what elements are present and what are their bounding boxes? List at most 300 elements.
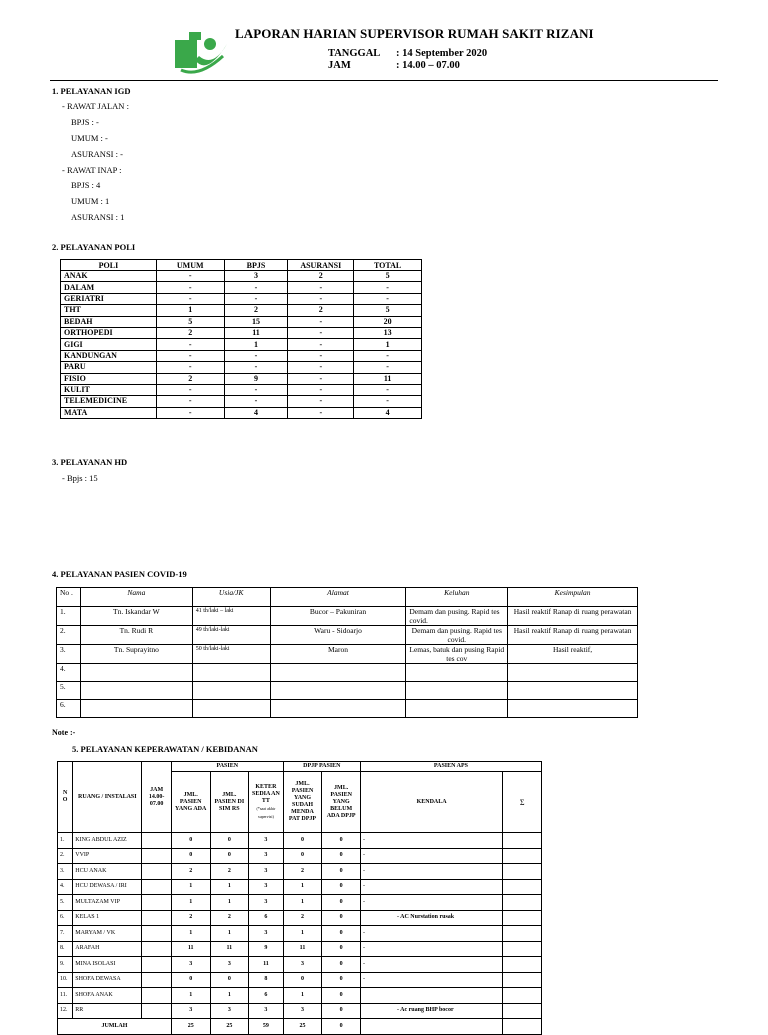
cell: 15 [224,316,288,327]
cell [142,879,171,895]
cell [142,1003,171,1019]
cell [503,848,542,864]
cell: 10. [58,972,73,988]
cell: Waru - Sidoarjo [270,626,406,645]
cell: KING ABDUL AZIZ [73,833,142,849]
cell [360,1019,502,1035]
table-row [58,988,542,1004]
table-row [57,700,638,718]
report-title: LAPORAN HARIAN SUPERVISOR RUMAH SAKIT RIZANI [235,26,594,41]
col-header: Keluhan [406,588,508,607]
cell: Hasil reaktif Ranap di ruang perawatan [508,626,638,645]
cell: - [156,293,224,304]
cell [503,833,542,849]
cell: - [224,293,288,304]
cell: 0 [322,848,361,864]
cell: 9. [58,957,73,973]
cell: 3 [249,864,284,880]
table-row [61,305,422,316]
cell: 8 [249,972,284,988]
cell: - [224,282,288,293]
cell: 1 [283,895,322,911]
table-row [58,972,542,988]
cell: - [288,339,354,350]
poli-name: DALAM [61,282,157,293]
col-header: No . [57,588,81,607]
cell [142,864,171,880]
cell: SHOFA ANAK [73,988,142,1004]
cell: - [288,362,354,373]
covid-note: Note :- [52,728,76,737]
cell [270,664,406,682]
total-label: JUMLAH [58,1019,172,1035]
col-header: Nama [80,588,192,607]
cell: HCU DEWASA / IRI [73,879,142,895]
cell: 3 [249,848,284,864]
jam-label: JAM [328,60,351,71]
hd-line: - Bpjs : 15 [62,473,98,483]
table-header-row [57,588,638,607]
cell: 0 [322,1019,361,1035]
group-header-dpjp: DPJP PASIEN [283,762,360,772]
igd-line: ASURANSI : - [71,149,123,159]
cell: 1 [210,895,249,911]
cell [270,682,406,700]
cell: - [156,407,224,418]
group-header-aps: PASIEN APS [360,762,541,772]
tanggal-row [328,48,487,59]
cell: Hasil reaktif, [508,645,638,664]
cell: HCU ANAK [73,864,142,880]
cell [270,700,406,718]
cell: 0 [322,988,361,1004]
hospital-logo [173,30,231,78]
cell: 11 [210,941,249,957]
table-row [61,293,422,304]
cell: - [288,316,354,327]
table-row [61,339,422,350]
cell [142,895,171,911]
cell: 2. [57,626,81,645]
cell: 4 [354,407,422,418]
cell: 7. [58,926,73,942]
cell: 0 [171,972,210,988]
poli-name: KULIT [61,384,157,395]
cell: 0 [322,941,361,957]
table-row [58,1003,542,1019]
cell [503,910,542,926]
igd-line: UMUM : - [71,133,108,143]
cell: 11 [249,957,284,973]
cell [192,664,270,682]
tanggal-value: : 14 September 2020 [396,48,488,59]
col-header: UMUM [156,260,224,271]
cell: 59 [249,1019,284,1035]
cell [80,664,192,682]
cell: 3 [249,926,284,942]
table-row [61,282,422,293]
col-header: ASURANSI [288,260,354,271]
section-poli-heading: 2. PELAYANAN POLI [52,242,136,252]
jam-value: : 14.00 – 07.00 [396,60,460,71]
col-header: Kesimpulan [508,588,638,607]
cell: 2 [224,305,288,316]
cell: 6 [249,988,284,1004]
table-row [61,327,422,338]
cell: 0 [322,972,361,988]
cell: 3 [249,1003,284,1019]
cell: Tn. Rudi R [80,626,192,645]
cell: 1 [156,305,224,316]
cell: 25 [210,1019,249,1035]
cell: SHOFA DEWASA [73,972,142,988]
cell: 13 [354,327,422,338]
poli-name: ANAK [61,271,157,282]
cell [503,972,542,988]
covid-table [56,587,638,718]
cell: - [288,384,354,395]
cell: - [156,396,224,407]
cell: 1 [354,339,422,350]
col-header-ket [249,772,284,833]
cell: 2 [156,373,224,384]
cell: 25 [283,1019,322,1035]
cell: - [224,384,288,395]
cell [508,682,638,700]
cell [80,700,192,718]
table-row [58,879,542,895]
table-row [58,926,542,942]
cell: MULTAZAM VIP [73,895,142,911]
cell: - [288,327,354,338]
col-header: TOTAL [354,260,422,271]
cell: - [156,339,224,350]
cell: - [224,396,288,407]
cell: 20 [354,316,422,327]
cell [192,682,270,700]
cell [360,988,502,1004]
cell: Lemas, batuk dan pusing Rapid tes cov [406,645,508,664]
cell [142,988,171,1004]
table-row [57,607,638,626]
cell: 0 [322,1003,361,1019]
cell: - [360,926,502,942]
table-total-row [58,1019,542,1035]
cell: 0 [322,895,361,911]
cell: 3 [283,957,322,973]
cell: 1 [210,926,249,942]
cell: MINA ISOLASI [73,957,142,973]
poli-name: ORTHOPEDI [61,327,157,338]
cell: 11 [283,941,322,957]
jam-row [328,60,460,71]
cell: 11 [171,941,210,957]
cell: - [360,941,502,957]
cell: 4. [58,879,73,895]
table-row [58,895,542,911]
col-header-ket-note: (*saat akhir supervisi) [256,805,276,819]
cell [503,879,542,895]
cell: - [288,407,354,418]
cell: 1 [171,988,210,1004]
cell: 5. [57,682,81,700]
poli-name: FISIO [61,373,157,384]
cell: 3 [210,957,249,973]
table-row [58,864,542,880]
cell: - [156,384,224,395]
col-header-ket-label: KETER SEDIA AN TT [251,783,280,804]
cell [192,700,270,718]
cell: - [288,293,354,304]
col-header-jam: JAM 14.00-07.00 [142,762,171,833]
cell: 3 [249,833,284,849]
igd-line: - RAWAT JALAN : [62,101,129,111]
col-header: Usia/JK [192,588,270,607]
table-row [57,682,638,700]
cell: 1 [171,895,210,911]
section-keperawatan-heading: 5. PELAYANAN KEPERAWATAN / KEBIDANAN [72,744,258,754]
cell: 12. [58,1003,73,1019]
cell: 1 [283,988,322,1004]
cell: 0 [283,833,322,849]
cell [503,926,542,942]
cell [503,941,542,957]
cell: 0 [322,926,361,942]
table-row [57,645,638,664]
cell: - [354,282,422,293]
cell: Tn. Suprayitno [80,645,192,664]
cell: 1. [57,607,81,626]
cell: - [288,282,354,293]
cell: 1 [210,879,249,895]
table-row [61,373,422,384]
cell: 6. [58,910,73,926]
table-row [58,910,542,926]
cell: ARAFAH [73,941,142,957]
table-row [57,664,638,682]
igd-line: BPJS : - [71,117,99,127]
cell: 2 [288,271,354,282]
cell: - [224,362,288,373]
cell: 0 [322,910,361,926]
cell [503,988,542,1004]
section-covid-heading: 4. PELAYANAN PASIEN COVID-19 [52,569,187,579]
col-header-sigma: Σ [503,772,542,833]
poli-table [60,259,422,419]
igd-line: ASURANSI : 1 [71,212,125,222]
cell: 0 [283,972,322,988]
cell [503,1003,542,1019]
cell [503,1019,542,1035]
table-row [61,316,422,327]
cell: - [360,895,502,911]
poli-name: THT [61,305,157,316]
cell: 5. [58,895,73,911]
cell [142,926,171,942]
cell: 2 [171,910,210,926]
cell: Hasil reaktif Ranap di ruang perawatan [508,607,638,626]
table-header-row [61,260,422,271]
table-row [61,407,422,418]
cell: 3 [210,1003,249,1019]
cell: 2 [288,305,354,316]
cell: - [360,864,502,880]
cell: - [360,848,502,864]
cell: 2 [156,327,224,338]
cell: 0 [171,848,210,864]
cell: Demam dan pusing. Rapid tes covid. [406,607,508,626]
cell: - [360,957,502,973]
cell: 9 [224,373,288,384]
poli-name: GIGI [61,339,157,350]
cell: 25 [171,1019,210,1035]
cell: - [354,362,422,373]
cell: 1 [171,879,210,895]
table-row [58,833,542,849]
poli-name: MATA [61,407,157,418]
cell: Demam dan pusing. Rapid tes covid. [406,626,508,645]
cell: - [354,396,422,407]
cell: - [156,271,224,282]
poli-name: TELEMEDICINE [61,396,157,407]
col-header-kendala: KENDALA [360,772,502,833]
table-row [61,362,422,373]
cell: 6 [249,910,284,926]
cell: 11 [224,327,288,338]
cell: 3 [171,1003,210,1019]
cell: 5 [354,271,422,282]
cell: RR [73,1003,142,1019]
cell: 3 [283,1003,322,1019]
cell: - [354,350,422,361]
col-header: POLI [61,260,157,271]
cell: VVIP [73,848,142,864]
cell [142,957,171,973]
col-header: BPJS [224,260,288,271]
cell: Maron [270,645,406,664]
cell: 8. [58,941,73,957]
cell: 4 [224,407,288,418]
cell [508,664,638,682]
cell: 3 [224,271,288,282]
cell: 2 [210,864,249,880]
cell: Bucor – Pakuniran [270,607,406,626]
cell: - [360,879,502,895]
cell: 49 th/laki-laki [192,626,270,645]
cell [142,972,171,988]
table-row [61,396,422,407]
table-row [61,350,422,361]
cell: 2 [283,910,322,926]
table-row [58,957,542,973]
section-igd-heading: 1. PELAYANAN IGD [52,86,131,96]
igd-line: UMUM : 1 [71,196,110,206]
table-row [57,626,638,645]
cell [142,910,171,926]
cell: 0 [322,957,361,973]
cell [142,941,171,957]
cell [508,700,638,718]
table-row [58,848,542,864]
cell: 3 [249,895,284,911]
keperawatan-table [57,761,542,1035]
cell: 3 [249,879,284,895]
table-row [61,384,422,395]
cell: - [360,972,502,988]
cell: 3. [57,645,81,664]
cell: - [354,384,422,395]
cell: - [288,396,354,407]
cell [503,957,542,973]
cell: - Ac ruang BHP bocor [360,1003,502,1019]
cell: 1 [171,926,210,942]
cell [503,864,542,880]
cell: 11. [58,988,73,1004]
col-header-jml-ada: JML. PASIEN YANG ADA [171,772,210,833]
cell: 5 [354,305,422,316]
igd-line: - RAWAT INAP : [62,165,122,175]
cell: 3. [58,864,73,880]
cell [406,682,508,700]
igd-line: BPJS : 4 [71,180,101,190]
cell: 2. [58,848,73,864]
cell: 0 [283,848,322,864]
cell: 1 [224,339,288,350]
col-header-jml-sim: JML. PASIEN DI SIM RS [210,772,249,833]
cell: - [156,362,224,373]
cell: - [156,282,224,293]
poli-name: PARU [61,362,157,373]
cell: 0 [322,833,361,849]
cell: 9 [249,941,284,957]
cell: 1. [58,833,73,849]
col-header-dpjp-belum: JML. PASIEN YANG BELUM ADA DPJP [322,772,361,833]
cell: 1 [283,879,322,895]
cell: - [354,293,422,304]
cell: 0 [210,972,249,988]
cell: 0 [210,848,249,864]
col-header-no: N O [58,762,73,833]
cell: 1 [283,926,322,942]
cell: 0 [171,833,210,849]
poli-name: GERIATRI [61,293,157,304]
cell: 2 [171,864,210,880]
cell: - [288,350,354,361]
poli-name: KANDUNGAN [61,350,157,361]
cell: 6. [57,700,81,718]
table-header-row [58,762,542,772]
col-header: Alamat [270,588,406,607]
poli-name: BEDAH [61,316,157,327]
cell: MARYAM / VK [73,926,142,942]
cell: 2 [210,910,249,926]
cell [406,700,508,718]
cell: 11 [354,373,422,384]
cell: - [156,350,224,361]
section-hd-heading: 3. PELAYANAN HD [52,457,128,467]
cell: - [360,833,502,849]
table-row [58,941,542,957]
cell [80,682,192,700]
col-header-dpjp-sudah: JML. PASIEN YANG SUDAH MENDA PAT DPJP [283,772,322,833]
cell: 50 th/laki-laki [192,645,270,664]
tanggal-label: TANGGAL [328,48,381,59]
cell [503,895,542,911]
cell: KELAS 1 [73,910,142,926]
cell: Tn. Iskandar W [80,607,192,626]
cell: 2 [283,864,322,880]
cell: 0 [210,833,249,849]
